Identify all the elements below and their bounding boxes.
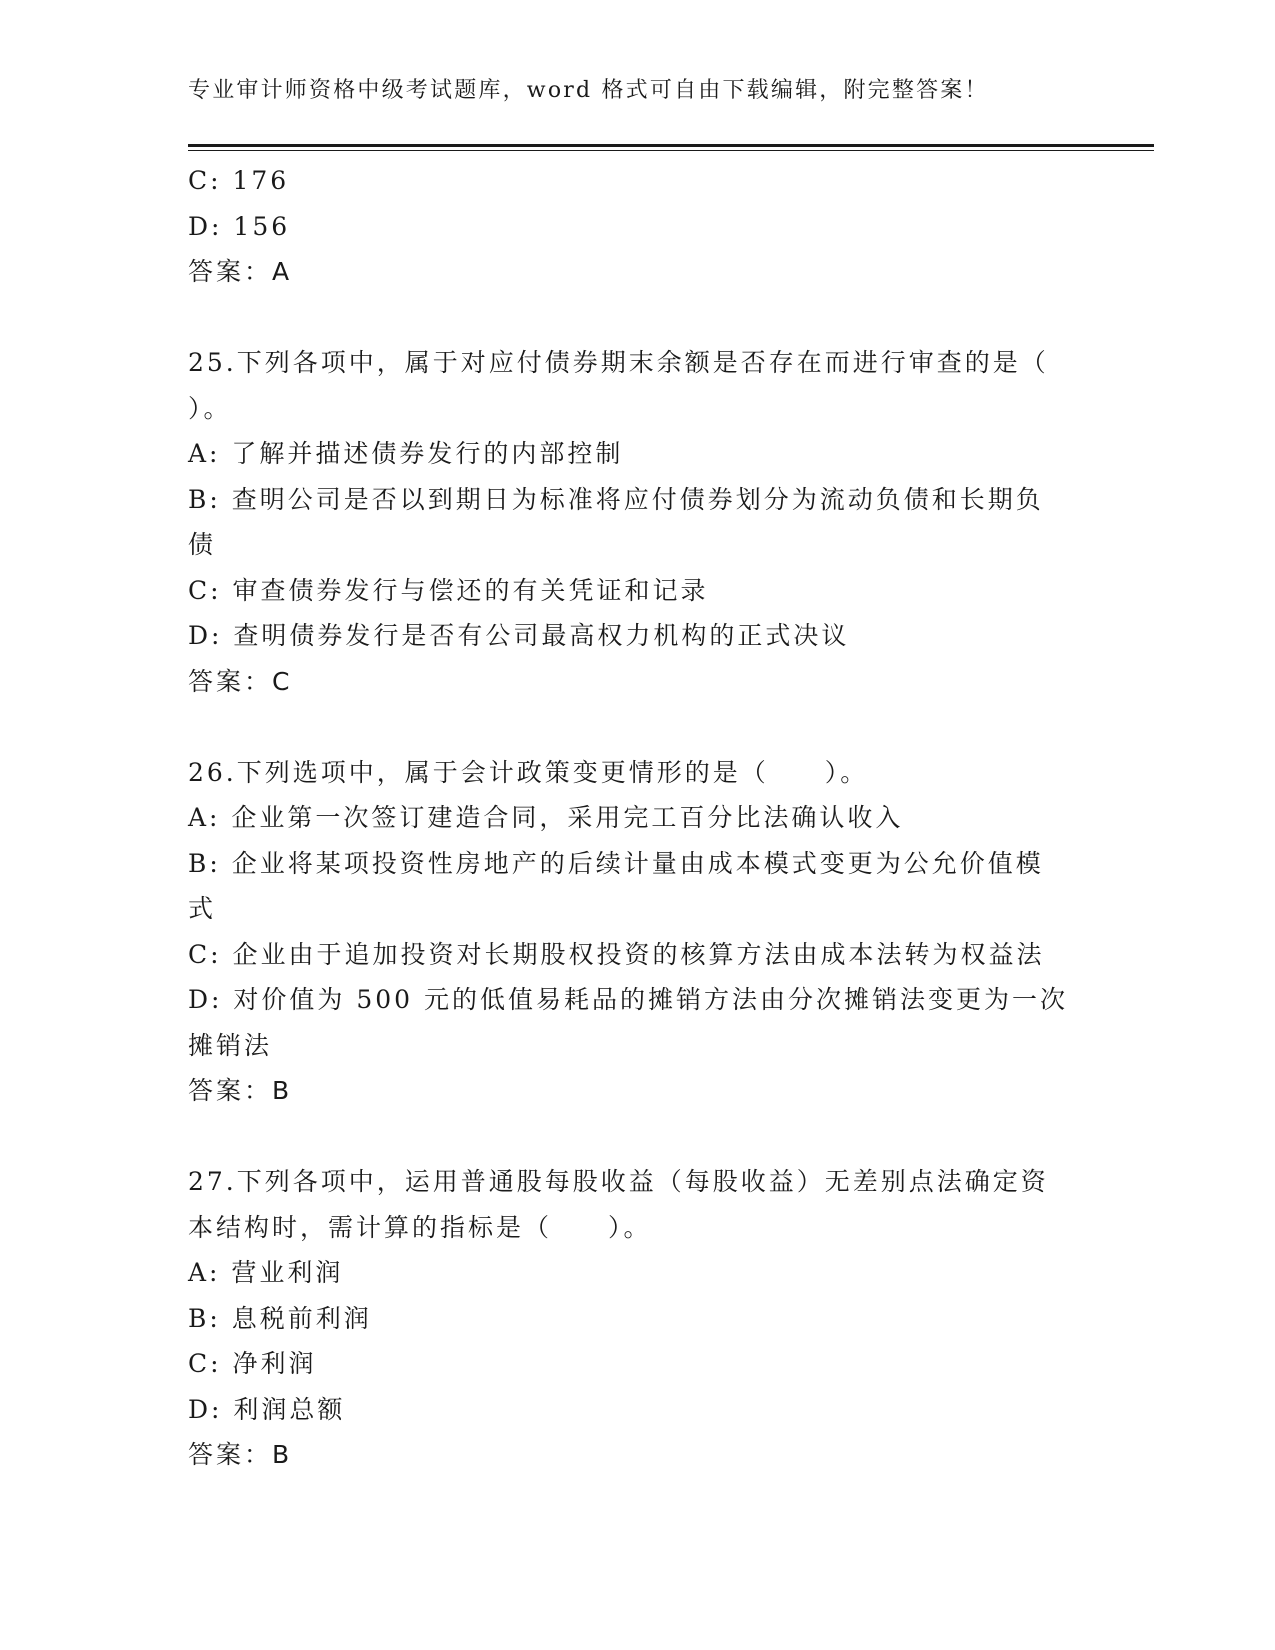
- option-d: D: 利润总额: [188, 1394, 346, 1424]
- option-d: 摊销法: [188, 1030, 273, 1060]
- option-b: B: 企业将某项投资性房地产的后续计量由成本模式变更为公允价值模: [188, 848, 1044, 878]
- option-b: 债: [188, 530, 217, 559]
- answer-line: 答案：C: [188, 666, 293, 696]
- option-d: D: 156: [188, 211, 291, 241]
- question-stem: ）。: [188, 393, 232, 423]
- option-a: A: 企业第一次签订建造合同，采用完工百分比法确认收入: [188, 803, 904, 832]
- answer-line: 答案：B: [188, 1440, 293, 1469]
- spacer: [188, 295, 1088, 341]
- option-b: B: 息税前利润: [188, 1303, 372, 1333]
- option-c: C: 企业由于追加投资对长期股权投资的核算方法由成本法转为权益法: [188, 939, 1045, 969]
- option-c: C: 审查债券发行与偿还的有关凭证和记录: [188, 575, 709, 605]
- question-content: [188, 158, 1088, 1478]
- question-stem: 26.下列选项中，属于会计政策变更情形的是（ ）。: [188, 757, 869, 787]
- answer-line: 答案：A: [188, 257, 293, 286]
- option-b: B: 查明公司是否以到期日为标准将应付债券划分为流动负债和长期负: [188, 484, 1044, 514]
- header-rule-thin: [188, 150, 1154, 151]
- option-a: A: 营业利润: [188, 1258, 344, 1287]
- option-d: D: 对价值为 500 元的低值易耗品的摊销方法由分次摊销法变更为一次: [188, 985, 1069, 1014]
- question-stem: 25.下列各项中，属于对应付债券期末余额是否存在而进行审查的是（: [188, 348, 1049, 377]
- option-c: C: 176: [188, 166, 290, 195]
- spacer: [188, 1114, 1088, 1160]
- option-d: D: 查明债券发行是否有公司最高权力机构的正式决议: [188, 621, 850, 650]
- option-b: 式: [188, 894, 217, 923]
- option-a: A: 了解并描述债券发行的内部控制: [188, 439, 624, 468]
- answer-line: 答案：B: [188, 1076, 293, 1105]
- question-stem: 27.下列各项中，运用普通股每股收益（每股收益）无差别点法确定资: [188, 1167, 1049, 1196]
- option-c: C: 净利润: [188, 1349, 317, 1378]
- question-stem: 本结构时，需计算的指标是（ ）。: [188, 1212, 652, 1242]
- spacer: [188, 704, 1088, 750]
- header-rule-thick: [188, 144, 1154, 147]
- page-header: 专业审计师资格中级考试题库，word 格式可自由下载编辑，附完整答案！: [188, 78, 989, 103]
